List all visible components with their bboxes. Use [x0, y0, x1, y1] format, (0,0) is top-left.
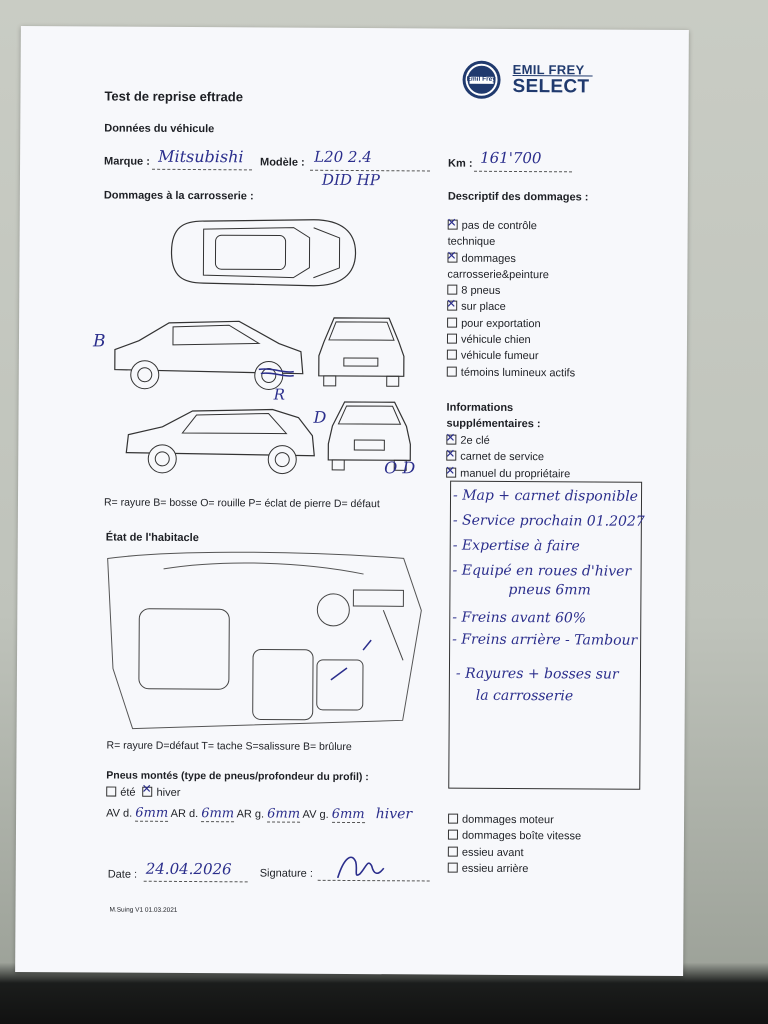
checkbox[interactable] — [447, 301, 457, 311]
car-diagrams — [92, 206, 430, 478]
summer-checkbox[interactable] — [106, 787, 116, 797]
annotation-od: O D — [384, 458, 416, 478]
av-d-value: 6mm — [135, 805, 169, 821]
logo-badge-text: Emil Frey — [466, 75, 496, 83]
annotation-b: B — [92, 331, 106, 352]
mech-item-rear-axle[interactable]: essieu arrière — [448, 860, 581, 877]
winter-label: hiver — [156, 786, 181, 799]
damage-item-no-mfk[interactable]: ✕pas de contrôle — [448, 218, 576, 235]
ar-d-label: AR d. — [170, 807, 199, 821]
damage-item-on-site[interactable]: ✕sur place — [447, 299, 575, 316]
model-value-line-2: DID HP — [321, 170, 380, 190]
car-top-view-icon — [163, 207, 364, 298]
note-line: - Rayures + bosses sur — [455, 665, 619, 683]
checkbox[interactable] — [447, 334, 457, 344]
damage-item-8-tires[interactable]: 8 pneus — [447, 283, 575, 300]
brand-line — [152, 169, 252, 171]
date-value[interactable]: 24.04.2026 — [145, 859, 232, 879]
checkbox[interactable] — [447, 366, 457, 376]
signature-label: Signature : — [259, 867, 313, 880]
body-damage-heading: Dommages à la carrosserie : — [103, 189, 254, 203]
mech-item-engine[interactable]: dommages moteur — [448, 812, 581, 829]
note-line: - Equipé en roues d'hiver — [452, 562, 632, 580]
tires-heading: Pneus montés (type de pneus/profondeur du profil) : — [106, 769, 369, 784]
logo-line-1: EMIL FREY — [512, 61, 585, 78]
checkbox[interactable] — [448, 846, 458, 856]
damage-description-heading: Descriptif des dommages : — [447, 190, 589, 204]
model-label: Modèle : — [260, 156, 305, 169]
annotation-r: R — [273, 385, 286, 404]
checkbox[interactable] — [448, 814, 458, 824]
checkbox[interactable] — [446, 451, 456, 461]
damage-item-dog-vehicle[interactable]: véhicule chien — [447, 332, 575, 349]
form-title: Test de reprise eftrade — [104, 88, 243, 105]
note-line: la carrosserie — [475, 687, 574, 705]
checkbox[interactable] — [448, 220, 458, 230]
interior-diagram — [103, 548, 426, 735]
note-line: - Service prochain 01.2027 — [452, 512, 645, 530]
car-interior-icon — [103, 548, 426, 735]
km-value: 161'700 — [480, 148, 542, 168]
km-line — [474, 171, 572, 173]
checkbox[interactable] — [447, 252, 457, 262]
signature-icon[interactable] — [334, 848, 394, 884]
form-version: M.Suing V1 01.03.2021 — [109, 906, 178, 914]
damage-item-no-mfk-cont: technique — [447, 235, 496, 249]
emil-frey-logo — [460, 59, 600, 104]
tire-depth-row — [106, 805, 412, 823]
ar-g-label: AR g. — [236, 808, 265, 821]
checkbox[interactable] — [446, 467, 456, 477]
info-item-owner-manual[interactable]: ✕manuel du propriétaire — [446, 465, 570, 482]
damage-item-bodywork[interactable]: ✕dommages — [447, 250, 575, 267]
model-value-line-1: L20 2.4 — [314, 147, 372, 167]
note-line: pneus 6mm — [508, 581, 591, 599]
date-label: Date : — [107, 868, 138, 881]
mech-item-gearbox[interactable]: dommages boîte vitesse — [448, 828, 581, 845]
tire-type-row — [106, 787, 180, 799]
note-line: - Freins arrière - Tambour — [452, 631, 638, 649]
checkbox[interactable] — [448, 830, 458, 840]
summer-label: été — [120, 786, 136, 799]
car-left-side-icon — [109, 315, 309, 396]
av-g-label: AV g. — [302, 808, 329, 821]
ar-g-value: 6mm — [267, 806, 301, 822]
mechanical-damage-list — [448, 812, 582, 878]
note-line: - Expertise à faire — [452, 537, 580, 555]
mech-item-front-axle[interactable]: essieu avant — [448, 844, 581, 861]
notes-box[interactable] — [448, 481, 645, 790]
av-g-value: 6mm — [331, 806, 365, 823]
annotation-d: D — [313, 407, 327, 427]
vehicle-data-heading: Données du véhicule — [104, 122, 215, 136]
av-d-label: AV d. — [106, 807, 133, 820]
info-item-second-key[interactable]: ✕2e clé — [446, 433, 570, 450]
car-front-view-icon — [314, 312, 409, 393]
damage-description-list — [447, 218, 576, 382]
checkbox[interactable] — [447, 317, 457, 327]
damage-item-export[interactable]: pour exportation — [447, 315, 575, 332]
note-line: - Freins avant 60% — [452, 609, 587, 627]
additional-info-heading-2: supplémentaires : — [446, 417, 541, 431]
damage-item-bodywork-cont: carrosserie&peinture — [447, 268, 549, 282]
interior-heading: État de l'habitacle — [105, 531, 199, 545]
brand-label: Marque : — [104, 155, 150, 168]
tire-extra-note: hiver — [375, 806, 413, 823]
ar-d-value: 6mm — [201, 806, 235, 822]
body-damage-legend: R= rayure B= bosse O= rouille P= éclat de pierre D= défaut — [103, 496, 380, 511]
note-line: - Map + carnet disponible — [452, 487, 639, 505]
km-label: Km : — [448, 157, 473, 170]
logo-line-2: SELECT — [512, 75, 590, 98]
interior-legend: R= rayure D=défaut T= tache S=salissure B= brûlure — [106, 739, 352, 754]
winter-checkbox[interactable] — [143, 787, 153, 797]
info-item-service-book[interactable]: ✕carnet de service — [446, 449, 570, 466]
brand-value: Mitsubishi — [158, 146, 244, 167]
additional-info-list — [446, 433, 570, 483]
damage-item-warning-lights[interactable]: témoins lumineux actifs — [447, 364, 575, 381]
checkbox[interactable] — [446, 435, 456, 445]
additional-info-heading-1: Informations — [446, 401, 514, 414]
damage-item-smoker[interactable]: véhicule fumeur — [447, 348, 575, 365]
checkbox[interactable] — [447, 285, 457, 295]
date-line — [144, 881, 248, 883]
inspection-form-sheet — [15, 26, 689, 976]
checkbox[interactable] — [447, 350, 457, 360]
car-right-side-icon — [122, 405, 322, 476]
checkbox[interactable] — [448, 862, 458, 872]
